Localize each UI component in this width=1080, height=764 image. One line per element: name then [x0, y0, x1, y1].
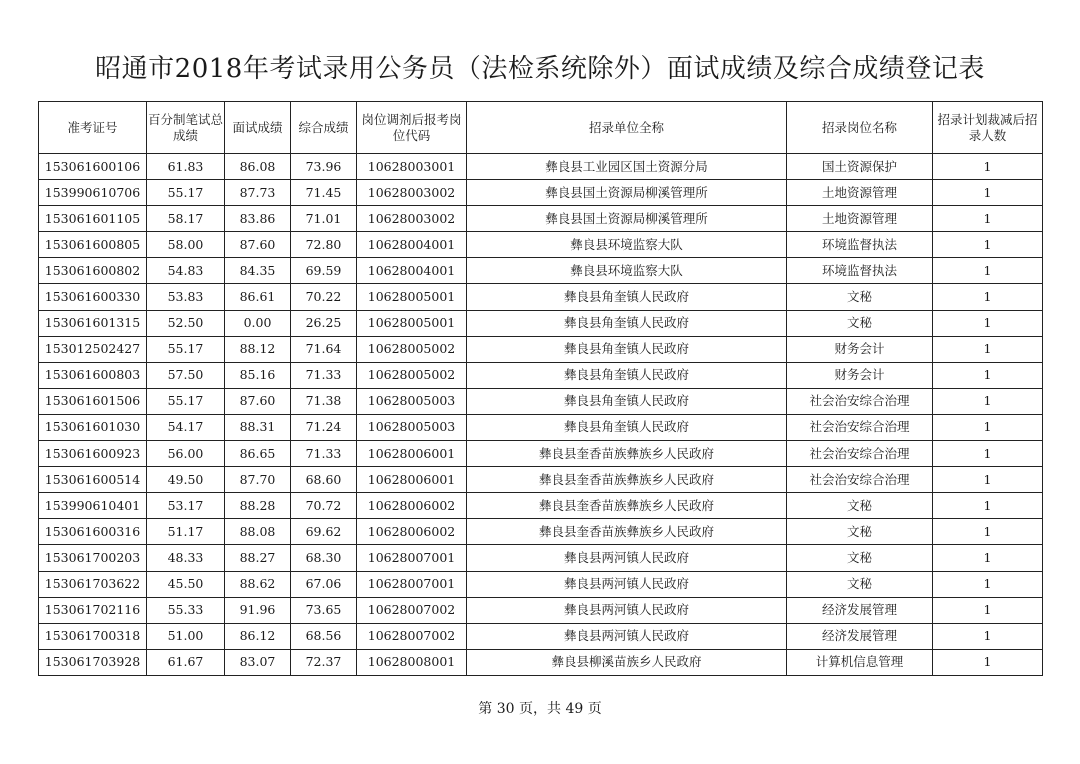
exam-id-cell: 153990610401: [39, 493, 147, 519]
exam-id-cell: 153061600316: [39, 519, 147, 545]
interview-score-cell: 88.62: [225, 571, 291, 597]
unit-name-cell: 彝良县国土资源局柳溪管理所: [467, 180, 787, 206]
position-code-cell: 10628005001: [357, 310, 467, 336]
interview-score-cell: 88.08: [225, 519, 291, 545]
position-name-cell: 社会治安综合治理: [787, 467, 933, 493]
position-name-cell: 经济发展管理: [787, 597, 933, 623]
position-code-cell: 10628005003: [357, 414, 467, 440]
interview-score-cell: 83.07: [225, 649, 291, 675]
total-score-cell: 71.45: [291, 180, 357, 206]
position-code-cell: 10628004001: [357, 258, 467, 284]
written-score-cell: 58.00: [147, 232, 225, 258]
position-name-cell: 经济发展管理: [787, 623, 933, 649]
total-score-cell: 72.80: [291, 232, 357, 258]
interview-score-cell: 88.28: [225, 493, 291, 519]
position-code-cell: 10628008001: [357, 649, 467, 675]
position-code-cell: 10628006001: [357, 467, 467, 493]
exam-id-cell: 153012502427: [39, 336, 147, 362]
interview-score-cell: 91.96: [225, 597, 291, 623]
position-name-cell: 环境监督执法: [787, 258, 933, 284]
total-score-cell: 68.60: [291, 467, 357, 493]
interview-score-cell: 88.31: [225, 414, 291, 440]
unit-name-cell: 彝良县两河镇人民政府: [467, 571, 787, 597]
position-code-cell: 10628006001: [357, 441, 467, 467]
written-score-cell: 58.17: [147, 206, 225, 232]
position-name-cell: 社会治安综合治理: [787, 441, 933, 467]
hire-count-cell: 1: [933, 284, 1043, 310]
table-row: [39, 362, 1043, 388]
unit-name-cell: 彝良县环境监察大队: [467, 232, 787, 258]
written-score-cell: 54.83: [147, 258, 225, 284]
position-name-cell: 计算机信息管理: [787, 649, 933, 675]
exam-id-cell: 153061600803: [39, 362, 147, 388]
hire-count-cell: 1: [933, 493, 1043, 519]
exam-id-cell: 153061600805: [39, 232, 147, 258]
position-code-cell: 10628005001: [357, 284, 467, 310]
position-code-cell: 10628006002: [357, 519, 467, 545]
score-table: [38, 101, 1043, 676]
header-hire-count: 招录计划裁减后招录人数: [933, 102, 1043, 154]
written-score-cell: 55.33: [147, 597, 225, 623]
unit-name-cell: 彝良县柳溪苗族乡人民政府: [467, 649, 787, 675]
written-score-cell: 53.17: [147, 493, 225, 519]
exam-id-cell: 153061600802: [39, 258, 147, 284]
hire-count-cell: 1: [933, 649, 1043, 675]
position-name-cell: 国土资源保护: [787, 154, 933, 180]
unit-name-cell: 彝良县国土资源局柳溪管理所: [467, 206, 787, 232]
interview-score-cell: 85.16: [225, 362, 291, 388]
exam-id-cell: 153061600106: [39, 154, 147, 180]
exam-id-cell: 153061703622: [39, 571, 147, 597]
table-row: [39, 258, 1043, 284]
unit-name-cell: 彝良县两河镇人民政府: [467, 623, 787, 649]
position-name-cell: 财务会计: [787, 336, 933, 362]
hire-count-cell: 1: [933, 154, 1043, 180]
exam-id-cell: 153061700318: [39, 623, 147, 649]
header-total-score: 综合成绩: [291, 102, 357, 154]
written-score-cell: 49.50: [147, 467, 225, 493]
total-score-cell: 70.22: [291, 284, 357, 310]
hire-count-cell: 1: [933, 623, 1043, 649]
hire-count-cell: 1: [933, 336, 1043, 362]
position-name-cell: 文秘: [787, 571, 933, 597]
table-row: [39, 571, 1043, 597]
table-row: [39, 180, 1043, 206]
interview-score-cell: 86.65: [225, 441, 291, 467]
written-score-cell: 52.50: [147, 310, 225, 336]
written-score-cell: 45.50: [147, 571, 225, 597]
table-row: [39, 441, 1043, 467]
exam-id-cell: 153990610706: [39, 180, 147, 206]
hire-count-cell: 1: [933, 519, 1043, 545]
header-unit-name: 招录单位全称: [467, 102, 787, 154]
exam-id-cell: 153061601105: [39, 206, 147, 232]
position-name-cell: 文秘: [787, 519, 933, 545]
total-score-cell: 72.37: [291, 649, 357, 675]
position-name-cell: 文秘: [787, 493, 933, 519]
hire-count-cell: 1: [933, 545, 1043, 571]
unit-name-cell: 彝良县角奎镇人民政府: [467, 284, 787, 310]
table-row: [39, 623, 1043, 649]
position-name-cell: 财务会计: [787, 362, 933, 388]
position-code-cell: 10628007002: [357, 597, 467, 623]
hire-count-cell: 1: [933, 441, 1043, 467]
position-name-cell: 环境监督执法: [787, 232, 933, 258]
table-row: [39, 519, 1043, 545]
interview-score-cell: 87.70: [225, 467, 291, 493]
unit-name-cell: 彝良县环境监察大队: [467, 258, 787, 284]
header-position-name: 招录岗位名称: [787, 102, 933, 154]
exam-id-cell: 153061601030: [39, 414, 147, 440]
unit-name-cell: 彝良县工业园区国土资源分局: [467, 154, 787, 180]
interview-score-cell: 87.60: [225, 388, 291, 414]
written-score-cell: 55.17: [147, 388, 225, 414]
hire-count-cell: 1: [933, 571, 1043, 597]
total-score-cell: 26.25: [291, 310, 357, 336]
interview-score-cell: 87.73: [225, 180, 291, 206]
total-score-cell: 67.06: [291, 571, 357, 597]
hire-count-cell: 1: [933, 414, 1043, 440]
unit-name-cell: 彝良县角奎镇人民政府: [467, 336, 787, 362]
interview-score-cell: 0.00: [225, 310, 291, 336]
exam-id-cell: 153061600514: [39, 467, 147, 493]
table-row: [39, 388, 1043, 414]
hire-count-cell: 1: [933, 388, 1043, 414]
page-number: 第 30 页，共 49 页: [478, 701, 602, 717]
position-code-cell: 10628003002: [357, 180, 467, 206]
written-score-cell: 55.17: [147, 180, 225, 206]
written-score-cell: 61.67: [147, 649, 225, 675]
position-code-cell: 10628005002: [357, 336, 467, 362]
written-score-cell: 48.33: [147, 545, 225, 571]
position-code-cell: 10628003002: [357, 206, 467, 232]
exam-id-cell: 153061600923: [39, 441, 147, 467]
unit-name-cell: 彝良县角奎镇人民政府: [467, 388, 787, 414]
position-code-cell: 10628004001: [357, 232, 467, 258]
interview-score-cell: 86.08: [225, 154, 291, 180]
total-score-cell: 71.01: [291, 206, 357, 232]
position-name-cell: 社会治安综合治理: [787, 388, 933, 414]
header-written-score: 百分制笔试总成绩: [147, 102, 225, 154]
position-code-cell: 10628007002: [357, 623, 467, 649]
total-score-cell: 68.30: [291, 545, 357, 571]
table-row: [39, 232, 1043, 258]
table-row: [39, 649, 1043, 675]
unit-name-cell: 彝良县奎香苗族彝族乡人民政府: [467, 493, 787, 519]
unit-name-cell: 彝良县两河镇人民政府: [467, 597, 787, 623]
interview-score-cell: 84.35: [225, 258, 291, 284]
written-score-cell: 51.00: [147, 623, 225, 649]
header-position-code: 岗位调剂后报考岗位代码: [357, 102, 467, 154]
hire-count-cell: 1: [933, 180, 1043, 206]
unit-name-cell: 彝良县奎香苗族彝族乡人民政府: [467, 467, 787, 493]
exam-id-cell: 153061700203: [39, 545, 147, 571]
interview-score-cell: 86.61: [225, 284, 291, 310]
total-score-cell: 69.62: [291, 519, 357, 545]
table-row: [39, 414, 1043, 440]
unit-name-cell: 彝良县奎香苗族彝族乡人民政府: [467, 519, 787, 545]
total-score-cell: 73.65: [291, 597, 357, 623]
header-interview-score: 面试成绩: [225, 102, 291, 154]
written-score-cell: 57.50: [147, 362, 225, 388]
position-name-cell: 文秘: [787, 284, 933, 310]
unit-name-cell: 彝良县角奎镇人民政府: [467, 414, 787, 440]
hire-count-cell: 1: [933, 467, 1043, 493]
written-score-cell: 53.83: [147, 284, 225, 310]
written-score-cell: 61.83: [147, 154, 225, 180]
written-score-cell: 56.00: [147, 441, 225, 467]
exam-id-cell: 153061702116: [39, 597, 147, 623]
total-score-cell: 69.59: [291, 258, 357, 284]
table-row: [39, 597, 1043, 623]
hire-count-cell: 1: [933, 310, 1043, 336]
position-code-cell: 10628005002: [357, 362, 467, 388]
position-code-cell: 10628007001: [357, 545, 467, 571]
unit-name-cell: 彝良县两河镇人民政府: [467, 545, 787, 571]
total-score-cell: 73.96: [291, 154, 357, 180]
exam-id-cell: 153061600330: [39, 284, 147, 310]
unit-name-cell: 彝良县角奎镇人民政府: [467, 362, 787, 388]
position-code-cell: 10628003001: [357, 154, 467, 180]
table-row: [39, 467, 1043, 493]
total-score-cell: 70.72: [291, 493, 357, 519]
position-code-cell: 10628006002: [357, 493, 467, 519]
written-score-cell: 51.17: [147, 519, 225, 545]
total-score-cell: 71.24: [291, 414, 357, 440]
written-score-cell: 55.17: [147, 336, 225, 362]
interview-score-cell: 87.60: [225, 232, 291, 258]
position-name-cell: 文秘: [787, 310, 933, 336]
position-name-cell: 文秘: [787, 545, 933, 571]
hire-count-cell: 1: [933, 258, 1043, 284]
total-score-cell: 71.33: [291, 362, 357, 388]
table-row: [39, 284, 1043, 310]
table-row: [39, 545, 1043, 571]
table-row: [39, 206, 1043, 232]
total-score-cell: 71.38: [291, 388, 357, 414]
exam-id-cell: 153061601315: [39, 310, 147, 336]
table-row: [39, 493, 1043, 519]
table-header: [39, 102, 1043, 154]
header-row: [39, 102, 1043, 154]
hire-count-cell: 1: [933, 597, 1043, 623]
written-score-cell: 54.17: [147, 414, 225, 440]
document-title: 昭通市2018年考试录用公务员（法检系统除外）面试成绩及综合成绩登记表: [95, 54, 985, 84]
position-name-cell: 土地资源管理: [787, 180, 933, 206]
exam-id-cell: 153061601506: [39, 388, 147, 414]
table-row: [39, 336, 1043, 362]
hire-count-cell: 1: [933, 206, 1043, 232]
interview-score-cell: 83.86: [225, 206, 291, 232]
position-name-cell: 土地资源管理: [787, 206, 933, 232]
unit-name-cell: 彝良县角奎镇人民政府: [467, 310, 787, 336]
table-body: [39, 154, 1043, 676]
total-score-cell: 71.33: [291, 441, 357, 467]
interview-score-cell: 88.12: [225, 336, 291, 362]
table-row: [39, 310, 1043, 336]
position-code-cell: 10628005003: [357, 388, 467, 414]
hire-count-cell: 1: [933, 362, 1043, 388]
hire-count-cell: 1: [933, 232, 1043, 258]
table-row: [39, 154, 1043, 180]
exam-id-cell: 153061703928: [39, 649, 147, 675]
unit-name-cell: 彝良县奎香苗族彝族乡人民政府: [467, 441, 787, 467]
header-exam-id: 准考证号: [39, 102, 147, 154]
total-score-cell: 68.56: [291, 623, 357, 649]
interview-score-cell: 86.12: [225, 623, 291, 649]
interview-score-cell: 88.27: [225, 545, 291, 571]
position-name-cell: 社会治安综合治理: [787, 414, 933, 440]
total-score-cell: 71.64: [291, 336, 357, 362]
position-code-cell: 10628007001: [357, 571, 467, 597]
